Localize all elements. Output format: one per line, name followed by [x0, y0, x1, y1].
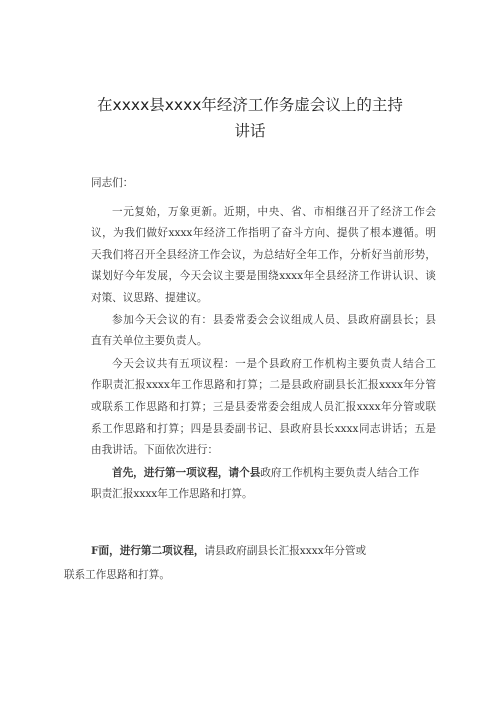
- paragraph-line: 或联系工作思路和打算；三是县委常委会组成人员汇报xxxx年分管或联: [91, 401, 436, 413]
- paragraph-line: [91, 544, 366, 558]
- paragraph-line: 直有关单位主要负责人。: [91, 335, 208, 347]
- paragraph-line: 议，为我们做好xxxx年经济工作指明了奋斗方向、提供了根本遵循。明: [91, 227, 436, 239]
- title-line-2: 讲话: [234, 122, 266, 140]
- line-rest: 政府工作机构主要负责人结合工作: [260, 467, 420, 479]
- bold-lead-cont: 请个县: [228, 467, 261, 479]
- paragraph-line: 谋划好今年发展，今天会议主要是围绕xxxx年全县经济工作讲认识、谈: [91, 270, 436, 282]
- paragraph-line: 今天会议共有五项议程：一是个县政府工作机构主要负责人结合工: [112, 358, 436, 370]
- title-line-1: 在xxxx县xxxx年经济工作务虚会议上的主持: [97, 96, 403, 114]
- paragraph-line: 职责汇报xxxx年工作思路和打算。: [91, 488, 253, 500]
- paragraph-line: 对策、议思路、提建议。: [91, 292, 208, 304]
- paragraph-line: 参加今天会议的有：县委常委会会议组成人员、县政府副县长；县: [112, 314, 436, 326]
- paragraph-line: [112, 466, 436, 480]
- paragraph-line: 作职责汇报xxxx年工作思路和打算；二是县政府副县长汇报xxxx年分管: [91, 379, 436, 391]
- paragraph-line: 联系工作思路和打算。: [64, 569, 170, 581]
- line-rest: 请县政府副县长汇报xxxx年分管或: [204, 545, 367, 557]
- paragraph-line: 一元复始，万象更新。近期，中央、省、市相继召开了经济工作会: [112, 206, 436, 218]
- paragraph-line: 天我们将召开全县经济工作会议，为总结好全年工作，分析好当前形势，: [91, 249, 436, 261]
- bold-lead: 首先，进行第一项议程，: [112, 467, 229, 479]
- bold-lead: F面，进行第二项议程，: [91, 545, 205, 557]
- salutation: 同志们：: [91, 177, 134, 189]
- document-title: [0, 92, 500, 144]
- paragraph-line: 系工作思路和打算；四是县委副书记、县政府县长xxxx同志讲话；五是: [91, 423, 436, 435]
- paragraph-line: 由我讲话。下面依次进行：: [91, 444, 219, 456]
